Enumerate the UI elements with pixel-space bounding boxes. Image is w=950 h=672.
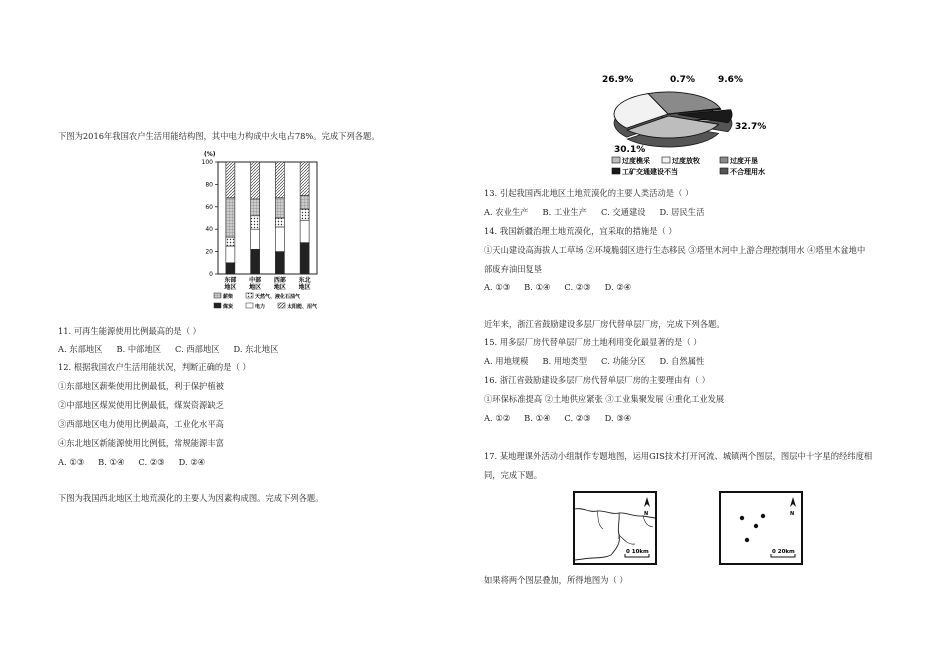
energy-category-label: 东部: [224, 277, 237, 284]
energy-category-label: 东北: [298, 277, 311, 284]
question-11: 11. 可再生能源使用比例最高的是（ ）: [58, 326, 201, 336]
pie-legend-swatch: [720, 157, 728, 163]
q14-option-a[interactable]: A. ①③: [484, 282, 511, 292]
pie-legend-label: 过度樵采: [622, 157, 650, 165]
q15-option-b[interactable]: B. 用地类型: [542, 356, 588, 366]
river-layer-map: [573, 491, 657, 565]
question-17-ask: 如果将两个图层叠加，所得地图为（ ）: [484, 575, 628, 585]
q14-options: [484, 282, 645, 293]
q14-items-line2: 部废弃油田复垦: [484, 264, 543, 274]
energy-bar-segment: [226, 162, 235, 198]
map2-scale-label: 0 20km: [772, 549, 795, 555]
intro-energy: 下图为2016年我国农户生活用能结构图，其中电力构成中火电占78%。完成下列各题。: [58, 131, 380, 141]
map1-north-label: N: [644, 511, 649, 517]
energy-legend-label: 太阳能、沼气: [287, 304, 318, 310]
energy-bar-segment: [275, 218, 284, 227]
q14-option-d[interactable]: D. ②④: [604, 282, 632, 292]
energy-legend-swatch: [214, 303, 221, 308]
energy-bar-segment: [300, 209, 309, 220]
intro-factory: 近年来，浙江省鼓励建设多层厂房代替单层厂房，完成下列各题。: [484, 319, 725, 329]
energy-legend-swatch: [214, 293, 221, 298]
q12-options: [58, 457, 219, 468]
energy-bar-segment: [226, 246, 235, 263]
q12-option-a[interactable]: A. ①③: [58, 457, 85, 467]
energy-y-tick-label: 20: [205, 248, 213, 256]
energy-y-tick-label: 40: [205, 226, 213, 234]
energy-y-tick-label: 80: [205, 181, 213, 189]
energy-legend-swatch: [246, 293, 253, 298]
question-12: 12. 根据我国农户生活用能状况，判断正确的是（ ）: [58, 362, 251, 372]
question-14: 14. 我国新疆治理土地荒漠化，宜采取的措施是（ ）: [484, 226, 677, 236]
energy-bar-segment: [251, 216, 260, 229]
energy-bar-segment: [275, 162, 284, 198]
q12-item-4: ④东北地区新能源使用比例低，常规能源丰富: [58, 438, 224, 448]
q11-option-a[interactable]: A. 东部地区: [58, 344, 103, 354]
energy-bar-segment: [275, 198, 284, 218]
q12-item-3: ③西部地区电力使用比例最高，工业化水平高: [58, 419, 224, 429]
town-marker: [740, 516, 744, 520]
energy-legend-label: 天然气、液化石油气: [255, 294, 301, 300]
q16-option-c[interactable]: C. ②③: [564, 413, 591, 423]
energy-category-label: 地区: [249, 284, 262, 291]
pie-legend-label: 不合理用水: [730, 168, 765, 176]
question-15: 15. 用多层厂房代替单层厂房土地利用变化最显著的是（ ）: [484, 337, 702, 347]
town-marker: [761, 514, 765, 518]
energy-structure-chart: [196, 148, 326, 316]
question-17-cont: 同，完成下题。: [484, 470, 543, 480]
map1-scale-label: 0 10km: [626, 549, 649, 555]
energy-y-tick-label: 100: [201, 159, 213, 166]
pie-legend-label: 过度放牧: [672, 157, 700, 165]
energy-bar-segment: [300, 220, 309, 242]
q16-options: [484, 413, 645, 424]
pie-legend-label: 工矿交通建设不当: [622, 168, 678, 176]
energy-chart-ylabel: (%): [204, 151, 216, 158]
pie-value-label: 9.6%: [718, 75, 743, 85]
energy-y-tick-label: 0: [209, 271, 213, 278]
energy-bar-segment: [251, 162, 260, 199]
pie-value-label: 0.7%: [670, 75, 695, 85]
pie-value-label: 26.9%: [602, 75, 634, 85]
q15-option-d[interactable]: D. 自然属性: [659, 356, 705, 366]
energy-bar-segment: [300, 243, 309, 274]
pie-value-label: 32.7%: [735, 122, 767, 132]
energy-legend-label: 电力: [255, 304, 266, 310]
q11-option-d[interactable]: D. 东北地区: [233, 344, 279, 354]
intro-desertification: 下图为我国西北地区土地荒漠化的主要人为因素构成图。完成下列各题。: [58, 493, 324, 503]
town-marker: [745, 538, 749, 542]
q16-option-b[interactable]: B. ①④: [524, 413, 551, 423]
q15-option-c[interactable]: C. 功能分区: [601, 356, 646, 366]
energy-category-label: 地区: [224, 284, 237, 291]
q13-options: [484, 207, 718, 218]
q11-option-b[interactable]: B. 中部地区: [116, 344, 162, 354]
q16-option-d[interactable]: D. ③④: [604, 413, 632, 423]
energy-y-tick-label: 60: [205, 203, 213, 211]
q13-option-d[interactable]: D. 居民生活: [659, 207, 705, 217]
q12-item-2: ②中部地区煤炭使用比例最低，煤炭资源缺乏: [58, 400, 224, 410]
q11-option-c[interactable]: C. 西部地区: [175, 344, 220, 354]
pie-legend-label: 过度开垦: [730, 157, 758, 165]
question-13: 13. 引起我国西北地区土地荒漠化的主要人类活动是（ ）: [484, 188, 694, 198]
energy-bar-segment: [300, 162, 309, 196]
q15-options: [484, 356, 718, 367]
question-17: 17. 某地理课外活动小组制作专题地图，运用GIS技术打开河流、城镇两个图层，图层中十字星的经纬度相: [484, 451, 873, 461]
energy-bar-segment: [226, 237, 235, 246]
q14-items-line1: ①天山建设高海拔人工草场 ②环境脆弱区进行生态移民 ③塔里木河中上游合理控制用水 ④塔里木盆地中: [484, 245, 866, 255]
energy-bar-segment: [275, 227, 284, 252]
map2-north-label: N: [790, 511, 795, 517]
energy-bar-segment: [300, 196, 309, 209]
energy-category-label: 西部: [273, 277, 286, 284]
q12-option-c[interactable]: C. ②③: [138, 457, 165, 467]
q12-option-d[interactable]: D. ②④: [178, 457, 206, 467]
energy-category-label: 中部: [249, 277, 262, 284]
energy-bar-segment: [226, 263, 235, 274]
q14-option-b[interactable]: B. ①④: [524, 282, 551, 292]
pie-legend-swatch: [720, 168, 728, 174]
pie-legend-swatch: [612, 168, 620, 174]
energy-legend-swatch: [278, 303, 285, 308]
q15-option-a[interactable]: A. 用地规模: [484, 356, 529, 366]
pie-legend-swatch: [612, 157, 620, 163]
question-16: 16. 浙江省鼓励建设多层厂房代替单层厂房的主要理由有（ ）: [484, 375, 710, 385]
energy-bar-segment: [226, 198, 235, 237]
desertification-pie-chart: [600, 68, 776, 182]
pie-legend-swatch: [662, 157, 670, 163]
q12-option-b[interactable]: B. ①④: [98, 457, 125, 467]
q14-option-c[interactable]: C. ②③: [564, 282, 591, 292]
q13-option-b[interactable]: B. 工业生产: [542, 207, 588, 217]
town-marker: [754, 524, 758, 528]
q12-item-1: ①东部地区薪柴使用比例最低，利于保护植被: [58, 381, 224, 391]
energy-category-label: 地区: [298, 284, 311, 291]
energy-bar-segment: [275, 252, 284, 274]
energy-bar-segment: [251, 249, 260, 274]
q13-option-a[interactable]: A. 农业生产: [484, 207, 529, 217]
energy-legend-label: 煤炭: [223, 304, 234, 310]
q16-items: ①环保标准提高 ②土地供应紧张 ③工业集聚发展 ④重化工业发展: [484, 394, 725, 404]
energy-legend-swatch: [246, 303, 253, 308]
town-layer-map: [719, 491, 803, 565]
energy-bar-segment: [251, 229, 260, 249]
q11-options: [58, 344, 292, 355]
energy-bar-segment: [251, 199, 260, 216]
energy-category-label: 地区: [273, 284, 286, 291]
q16-option-a[interactable]: A. ①②: [484, 413, 511, 423]
energy-legend-label: 薪柴: [223, 294, 234, 300]
q13-option-c[interactable]: C. 交通建设: [601, 207, 646, 217]
pie-value-label: 30.1%: [614, 145, 646, 155]
